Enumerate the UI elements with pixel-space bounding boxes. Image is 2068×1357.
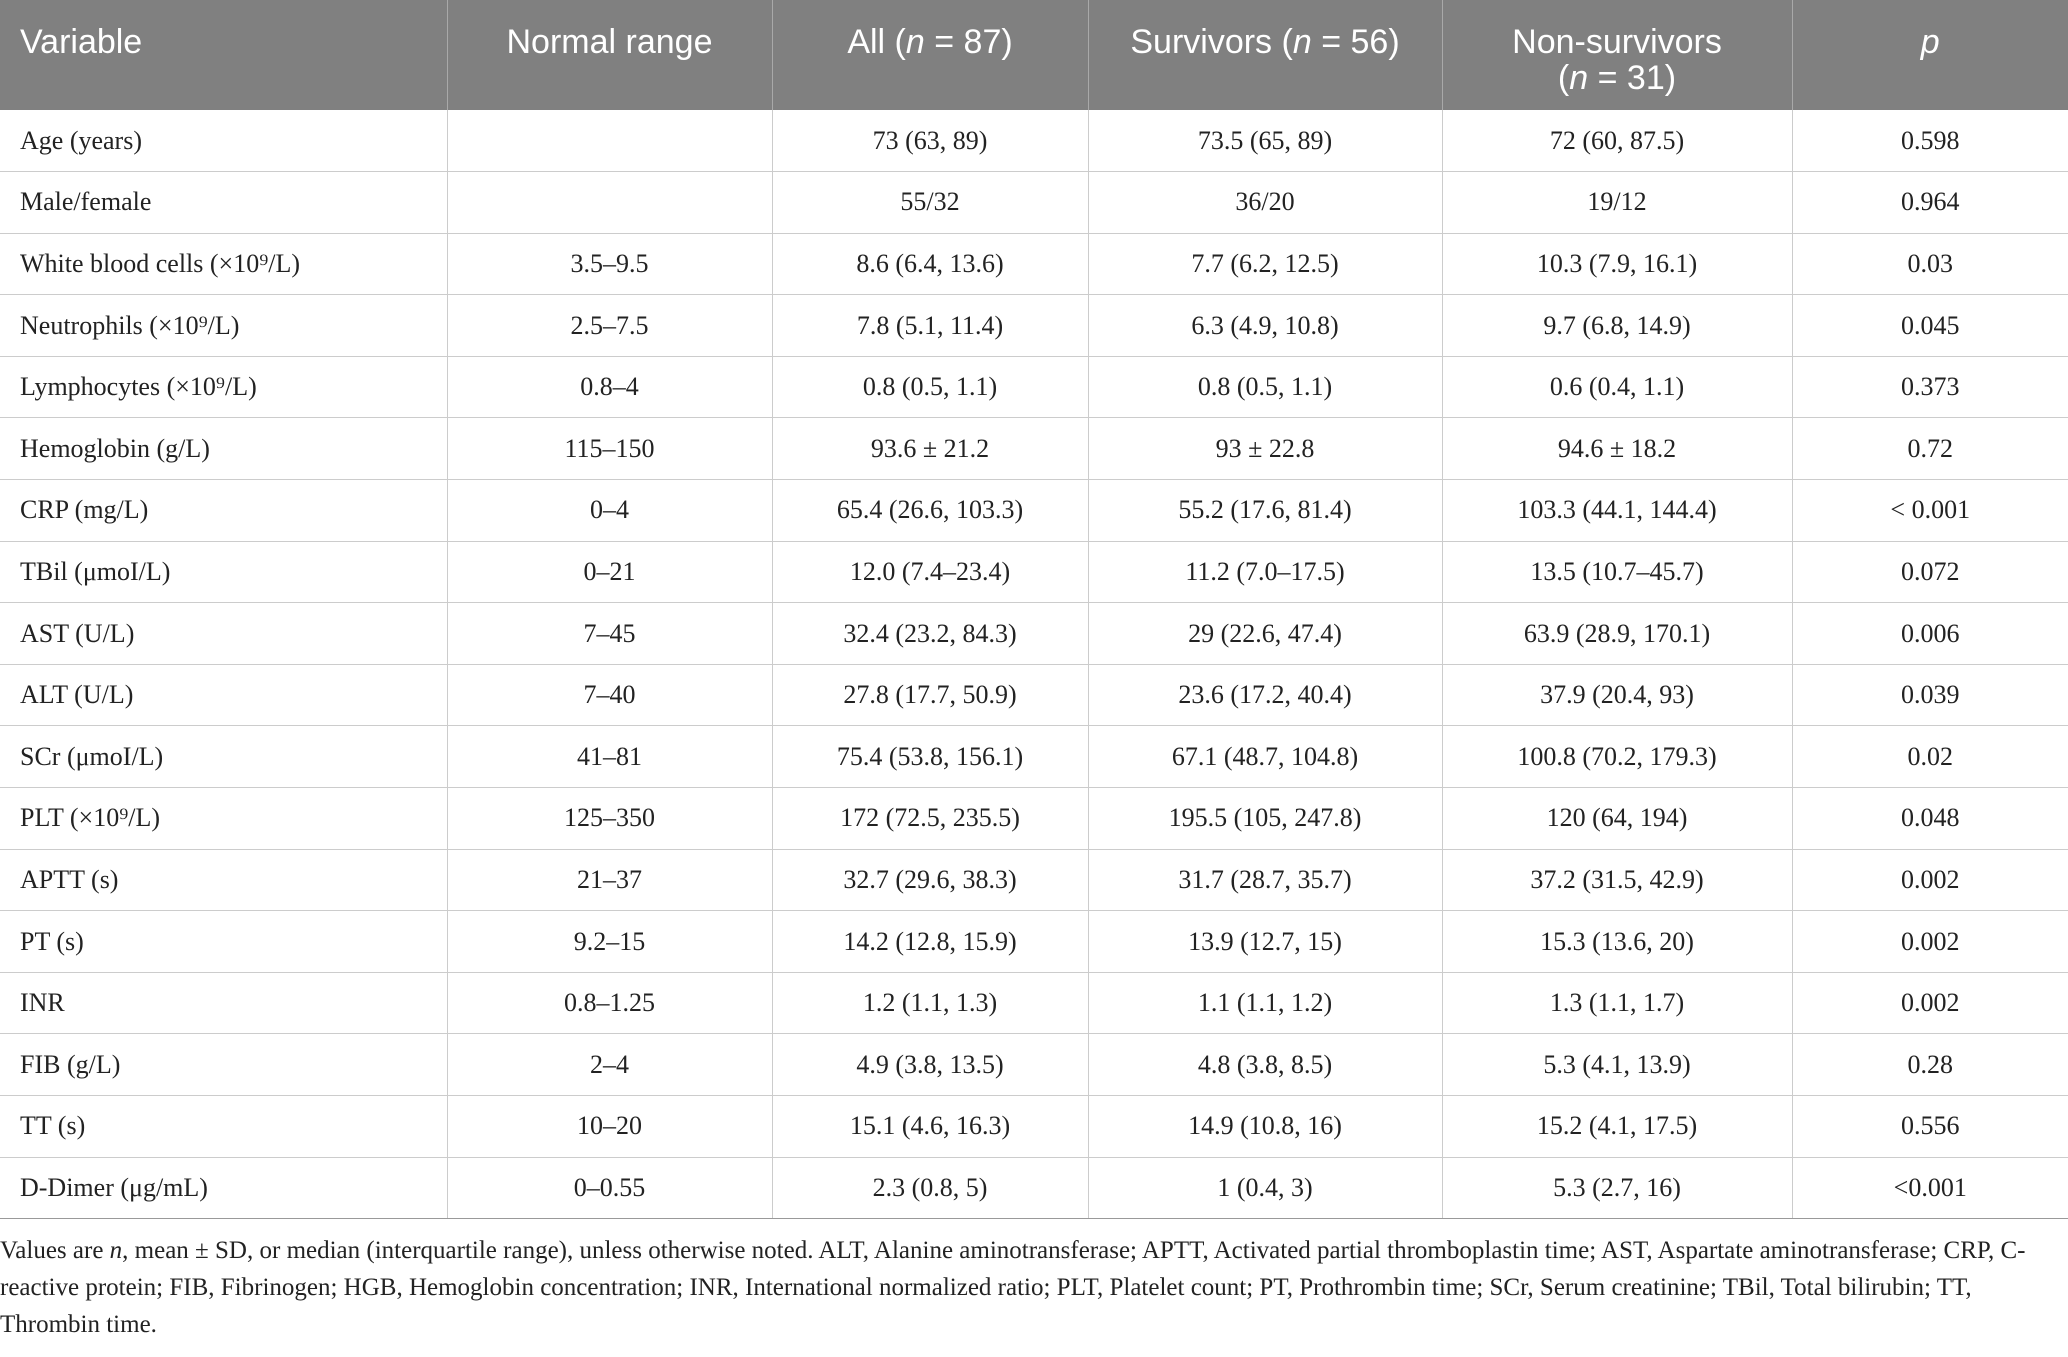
cell-variable: Neutrophils (×10⁹/L) [0,295,447,357]
footnote-text: , mean ± SD, or median (interquartile range), unless otherwise noted. ALT, Alanine aminotransferase; APTT, Activated partial thromboplastin time; AST, Aspartate aminotransferase; CRP, C-reactive protein; FIB, Fibrinogen; HGB, Hemoglobin concentration; INR, International normalized ratio; PLT, Platelet count; PT, Prothrombin time; SCr, Serum creatinine; TBil, Total bilirubin; TT, Thrombin time. [0,1237,2026,1338]
cell-survivors: 73.5 (65, 89) [1088,110,1442,172]
cell-normal-range: 0.8–1.25 [447,972,772,1034]
cell-all: 65.4 (26.6, 103.3) [772,480,1088,542]
header-p-value [1792,0,2068,110]
cell-normal-range: 2.5–7.5 [447,295,772,357]
header-row [0,0,2068,110]
table-row [0,295,2068,357]
cell-all: 73 (63, 89) [772,110,1088,172]
cell-non-survivors: 5.3 (4.1, 13.9) [1442,1034,1792,1096]
cell-survivors: 1.1 (1.1, 1.2) [1088,972,1442,1034]
header-text: Normal range [506,23,713,61]
cell-normal-range [447,110,772,172]
cell-all: 2.3 (0.8, 5) [772,1157,1088,1219]
cell-all: 8.6 (6.4, 13.6) [772,233,1088,295]
header-text: Survivors ( [1130,23,1293,61]
header-text: Variable [20,23,143,61]
cell-survivors: 0.8 (0.5, 1.1) [1088,356,1442,418]
table-row [0,726,2068,788]
table-row [0,356,2068,418]
cell-all: 14.2 (12.8, 15.9) [772,911,1088,973]
cell-non-survivors: 103.3 (44.1, 144.4) [1442,480,1792,542]
cell-non-survivors: 120 (64, 194) [1442,788,1792,850]
cell-normal-range: 3.5–9.5 [447,233,772,295]
cell-non-survivors: 94.6 ± 18.2 [1442,418,1792,480]
cell-normal-range: 125–350 [447,788,772,850]
cell-p-value: 0.02 [1792,726,2068,788]
table-row [0,1157,2068,1219]
table-row [0,972,2068,1034]
table-row [0,603,2068,665]
cell-normal-range: 21–37 [447,849,772,911]
header-text: = 31) [1588,59,1677,97]
cell-all: 93.6 ± 21.2 [772,418,1088,480]
cell-non-survivors: 37.2 (31.5, 42.9) [1442,849,1792,911]
cell-p-value: 0.002 [1792,911,2068,973]
cell-non-survivors: 15.2 (4.1, 17.5) [1442,1096,1792,1158]
cell-normal-range: 115–150 [447,418,772,480]
table-row [0,911,2068,973]
cell-p-value: 0.72 [1792,418,2068,480]
cell-p-value: 0.598 [1792,110,2068,172]
cell-all: 32.7 (29.6, 38.3) [772,849,1088,911]
cell-survivors: 67.1 (48.7, 104.8) [1088,726,1442,788]
cell-variable: Age (years) [0,110,447,172]
cell-non-survivors: 10.3 (7.9, 16.1) [1442,233,1792,295]
table-row [0,541,2068,603]
header-text: ( [1557,59,1570,97]
header-italic: n [905,23,925,61]
table-row [0,110,2068,172]
cell-p-value: 0.045 [1792,295,2068,357]
cell-variable: Male/female [0,172,447,234]
cell-p-value: 0.072 [1792,541,2068,603]
cell-variable: TT (s) [0,1096,447,1158]
cell-normal-range: 0.8–4 [447,356,772,418]
cell-survivors: 11.2 (7.0–17.5) [1088,541,1442,603]
cell-non-survivors: 15.3 (13.6, 20) [1442,911,1792,973]
cell-variable: TBil (μmoI/L) [0,541,447,603]
cell-normal-range [447,172,772,234]
footnote-italic: n [109,1237,123,1264]
table-body [0,110,2068,1219]
cell-survivors: 1 (0.4, 3) [1088,1157,1442,1219]
cell-normal-range: 41–81 [447,726,772,788]
cell-survivors: 29 (22.6, 47.4) [1088,603,1442,665]
header-italic: n [1569,59,1589,97]
cell-survivors: 6.3 (4.9, 10.8) [1088,295,1442,357]
cell-all: 0.8 (0.5, 1.1) [772,356,1088,418]
cell-survivors: 55.2 (17.6, 81.4) [1088,480,1442,542]
cell-normal-range: 9.2–15 [447,911,772,973]
cell-p-value: 0.556 [1792,1096,2068,1158]
cell-normal-range: 2–4 [447,1034,772,1096]
header-italic: n [1292,23,1312,61]
cell-survivors: 93 ± 22.8 [1088,418,1442,480]
cell-non-survivors: 13.5 (10.7–45.7) [1442,541,1792,603]
cell-all: 172 (72.5, 235.5) [772,788,1088,850]
cell-variable: PLT (×10⁹/L) [0,788,447,850]
cell-p-value: 0.039 [1792,664,2068,726]
table-row [0,1034,2068,1096]
cell-normal-range: 0–4 [447,480,772,542]
header-text: Non-survivors [1512,23,1722,61]
cell-all: 1.2 (1.1, 1.3) [772,972,1088,1034]
cell-non-survivors: 100.8 (70.2, 179.3) [1442,726,1792,788]
cell-survivors: 13.9 (12.7, 15) [1088,911,1442,973]
cell-variable: INR [0,972,447,1034]
table-row [0,418,2068,480]
table-row [0,172,2068,234]
cell-variable: SCr (μmoI/L) [0,726,447,788]
header-text: = 56) [1311,23,1400,61]
cell-survivors: 23.6 (17.2, 40.4) [1088,664,1442,726]
cell-survivors: 31.7 (28.7, 35.7) [1088,849,1442,911]
cell-normal-range: 10–20 [447,1096,772,1158]
cell-non-survivors: 9.7 (6.8, 14.9) [1442,295,1792,357]
table-row [0,480,2068,542]
cell-all: 15.1 (4.6, 16.3) [772,1096,1088,1158]
cell-survivors: 7.7 (6.2, 12.5) [1088,233,1442,295]
cell-all: 55/32 [772,172,1088,234]
cell-all: 4.9 (3.8, 13.5) [772,1034,1088,1096]
header-non-survivors [1442,0,1792,110]
cell-p-value: 0.373 [1792,356,2068,418]
table-row [0,233,2068,295]
header-normal-range [447,0,772,110]
cell-all: 27.8 (17.7, 50.9) [772,664,1088,726]
cell-variable: ALT (U/L) [0,664,447,726]
cell-non-survivors: 0.6 (0.4, 1.1) [1442,356,1792,418]
table-row [0,788,2068,850]
cell-non-survivors: 1.3 (1.1, 1.7) [1442,972,1792,1034]
cell-non-survivors: 63.9 (28.9, 170.1) [1442,603,1792,665]
cell-p-value: 0.28 [1792,1034,2068,1096]
table-row [0,849,2068,911]
header-survivors [1088,0,1442,110]
cell-non-survivors: 72 (60, 87.5) [1442,110,1792,172]
cell-survivors: 36/20 [1088,172,1442,234]
cell-survivors: 4.8 (3.8, 8.5) [1088,1034,1442,1096]
cell-all: 75.4 (53.8, 156.1) [772,726,1088,788]
cell-non-survivors: 37.9 (20.4, 93) [1442,664,1792,726]
cell-p-value: 0.048 [1792,788,2068,850]
cell-variable: Hemoglobin (g/L) [0,418,447,480]
cell-p-value: < 0.001 [1792,480,2068,542]
header-italic: p [1920,23,1940,61]
cell-all: 12.0 (7.4–23.4) [772,541,1088,603]
table-row [0,1096,2068,1158]
cell-normal-range: 7–45 [447,603,772,665]
cell-p-value: <0.001 [1792,1157,2068,1219]
cell-normal-range: 0–21 [447,541,772,603]
table-footnote [0,1232,2030,1343]
header-all [772,0,1088,110]
cell-variable: White blood cells (×10⁹/L) [0,233,447,295]
cell-normal-range: 7–40 [447,664,772,726]
cell-p-value: 0.964 [1792,172,2068,234]
cell-variable: PT (s) [0,911,447,973]
table-row [0,664,2068,726]
cell-variable: FIB (g/L) [0,1034,447,1096]
cell-p-value: 0.03 [1792,233,2068,295]
header-text: = 87) [924,23,1013,61]
cell-non-survivors: 19/12 [1442,172,1792,234]
cell-p-value: 0.006 [1792,603,2068,665]
table-header [0,0,2068,110]
cell-normal-range: 0–0.55 [447,1157,772,1219]
cell-p-value: 0.002 [1792,972,2068,1034]
cell-non-survivors: 5.3 (2.7, 16) [1442,1157,1792,1219]
header-text: All ( [847,23,906,61]
cell-survivors: 195.5 (105, 247.8) [1088,788,1442,850]
cell-variable: AST (U/L) [0,603,447,665]
cell-variable: Lymphocytes (×10⁹/L) [0,356,447,418]
cell-variable: APTT (s) [0,849,447,911]
header-variable [0,0,447,110]
cell-variable: CRP (mg/L) [0,480,447,542]
footnote-text: Values are [0,1237,110,1264]
cell-p-value: 0.002 [1792,849,2068,911]
cell-variable: D-Dimer (μg/mL) [0,1157,447,1219]
cell-all: 7.8 (5.1, 11.4) [772,295,1088,357]
cell-all: 32.4 (23.2, 84.3) [772,603,1088,665]
cell-survivors: 14.9 (10.8, 16) [1088,1096,1442,1158]
